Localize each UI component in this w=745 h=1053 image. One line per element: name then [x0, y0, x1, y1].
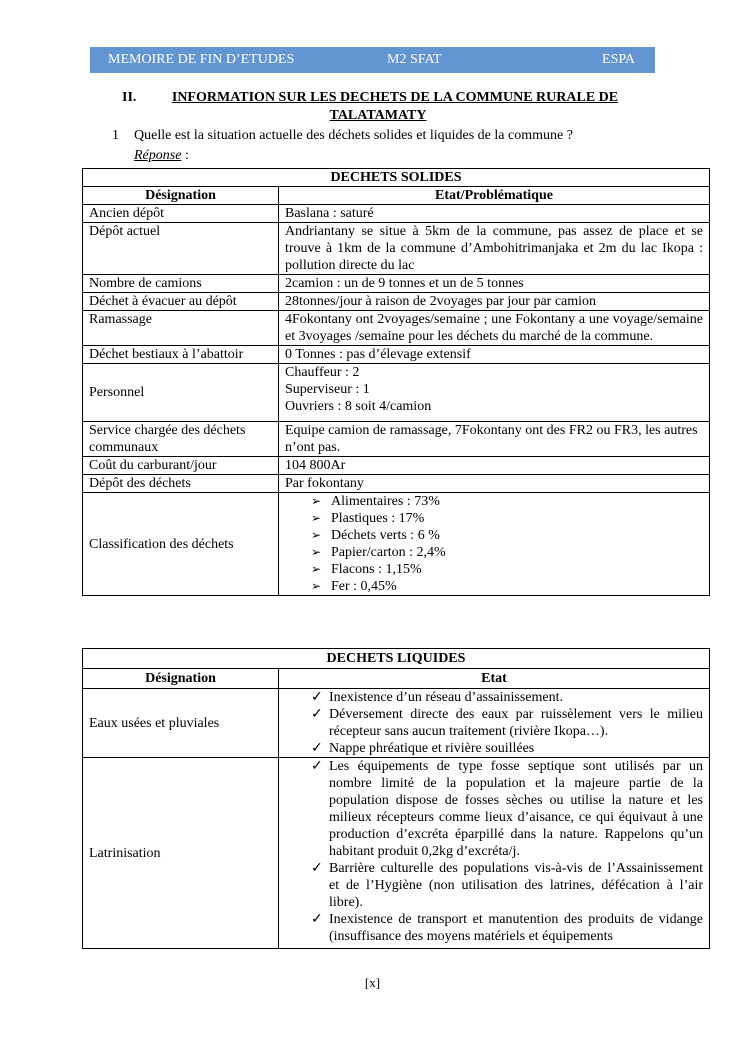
- row-label: Déchet bestiaux à l’abattoir: [83, 346, 279, 364]
- table-row: [83, 689, 710, 758]
- table-row: [83, 205, 710, 223]
- personnel-list: [279, 364, 710, 422]
- row-label: Dépôt actuel: [83, 223, 279, 275]
- solid-waste-table: [82, 168, 710, 596]
- header-center: M2 SFAT: [387, 52, 442, 67]
- row-label: Eaux usées et pluviales: [83, 689, 279, 758]
- table-row: [83, 475, 710, 493]
- list-item: ➢ Alimentaires : 73%: [285, 493, 703, 510]
- latrines-list: [279, 758, 710, 949]
- personnel-line: Chauffeur : 2: [285, 365, 360, 380]
- table-row: [83, 311, 710, 346]
- table-row: [83, 364, 710, 422]
- table-row: [83, 293, 710, 311]
- row-label: Classification des déchets: [83, 493, 279, 596]
- solid-col-etat: Etat/Problématique: [279, 187, 710, 205]
- solid-table-title: DECHETS SOLIDES: [83, 169, 710, 187]
- eaux-list: [279, 689, 710, 758]
- personnel-line: Ouvriers : 8 soit 4/camion: [285, 399, 432, 414]
- row-label: Ancien dépôt: [83, 205, 279, 223]
- row-label: Nombre de camions: [83, 275, 279, 293]
- answer-label-text: Réponse: [134, 148, 182, 163]
- page-header: [90, 47, 655, 73]
- row-value: 0 Tonnes : pas d’élevage extensif: [279, 346, 710, 364]
- list-item: ✓ Barrière culturelle des populations vis-à-vis de l’Assainissement et de l’Hygiène (non utilisation des latrines, défécation à l’air libre).: [285, 860, 703, 911]
- table-row: [83, 223, 710, 275]
- header-left: MEMOIRE DE FIN D’ETUDES: [108, 52, 295, 67]
- list-item: ➢ Flacons : 1,15%: [285, 561, 703, 578]
- list-item: ➢ Fer : 0,45%: [285, 578, 703, 595]
- list-item: ➢ Papier/carton : 2,4%: [285, 544, 703, 561]
- table-row: [83, 346, 710, 364]
- question-text: Quelle est la situation actuelle des déchets solides et liquides de la commune ?: [134, 128, 573, 143]
- section-title-line1: INFORMATION SUR LES DECHETS DE LA COMMUNE RURALE DE: [171, 90, 619, 105]
- row-value: 28tonnes/jour à raison de 2voyages par jour par camion: [279, 293, 710, 311]
- row-label: Ramassage: [83, 311, 279, 346]
- answer-label: [134, 148, 189, 164]
- answer-suffix: :: [181, 148, 189, 163]
- list-item: ✓ Les équipements de type fosse septique sont utilisés par un nombre limité de la population et la majeure partie de la population dispose de fosses sèches ou utilise la nature et les milieux récepteurs comme lieux d’aisance, ce qui équivaut à une production d’excréta éparpillé dans la nature. Rappelons qu’un habitant produit 0,2kg d’excréta/j.: [285, 758, 703, 860]
- row-value: Andriantany se situe à 5km de la commune, pas assez de place et se trouve à 1km de la commune d’Ambohitrimanjaka et 2m du lac Ikopa : pollution directe du lac: [279, 223, 710, 275]
- page-number: [x]: [364, 975, 381, 990]
- liquid-col-etat: Etat: [279, 669, 710, 689]
- row-value: 2camion : un de 9 tonnes et un de 5 tonnes: [279, 275, 710, 293]
- liquid-table-title: DECHETS LIQUIDES: [83, 649, 710, 669]
- liquid-waste-table: [82, 648, 710, 949]
- list-item: ➢ Plastiques : 17%: [285, 510, 703, 527]
- personnel-line: Superviseur : 1: [285, 382, 370, 397]
- table-row: [83, 422, 710, 457]
- row-label: Service chargée des déchets communaux: [83, 422, 279, 457]
- row-value: 104 800Ar: [279, 457, 710, 475]
- row-value: 4Fokontany ont 2voyages/semaine ; une Fokontany a une voyage/semaine et 3voyages /semaine pour les déchets du marché de la commune.: [279, 311, 710, 346]
- list-item: ➢ Déchets verts : 6 %: [285, 527, 703, 544]
- row-label: Dépôt des déchets: [83, 475, 279, 493]
- row-label: Personnel: [83, 364, 279, 422]
- table-row: [83, 457, 710, 475]
- header-right: ESPA: [602, 52, 635, 67]
- solid-col-designation: Désignation: [83, 187, 279, 205]
- table-row: [83, 275, 710, 293]
- section-title: [118, 89, 638, 125]
- table-row: [83, 758, 710, 949]
- question: [112, 128, 573, 144]
- row-value: Equipe camion de ramassage, 7Fokontany ont des FR2 ou FR3, les autres n’ont pas.: [279, 422, 710, 457]
- row-value: Baslana : saturé: [279, 205, 710, 223]
- section-number: II.: [122, 90, 137, 105]
- row-label: Latrinisation: [83, 758, 279, 949]
- list-item: ✓ Déversement directe des eaux par ruissèlement vers le milieu récepteur sans aucun traitement (rivière Ikopa…).: [285, 706, 703, 740]
- row-label: Déchet à évacuer au dépôt: [83, 293, 279, 311]
- section-title-line2: TALATAMATY: [329, 108, 427, 123]
- list-item: ✓ Nappe phréatique et rivière souillées: [285, 740, 703, 757]
- liquid-col-designation: Désignation: [83, 669, 279, 689]
- question-number: 1: [112, 128, 119, 143]
- table-row: [83, 493, 710, 596]
- row-value: Par fokontany: [279, 475, 710, 493]
- list-item: ✓ Inexistence d’un réseau d’assainissement.: [285, 689, 703, 706]
- row-label: Coût du carburant/jour: [83, 457, 279, 475]
- list-item: ✓ Inexistence de transport et manutention des produits de vidange (insuffisance des moyens matériels et équipements: [285, 911, 703, 945]
- classification-list: [279, 493, 710, 596]
